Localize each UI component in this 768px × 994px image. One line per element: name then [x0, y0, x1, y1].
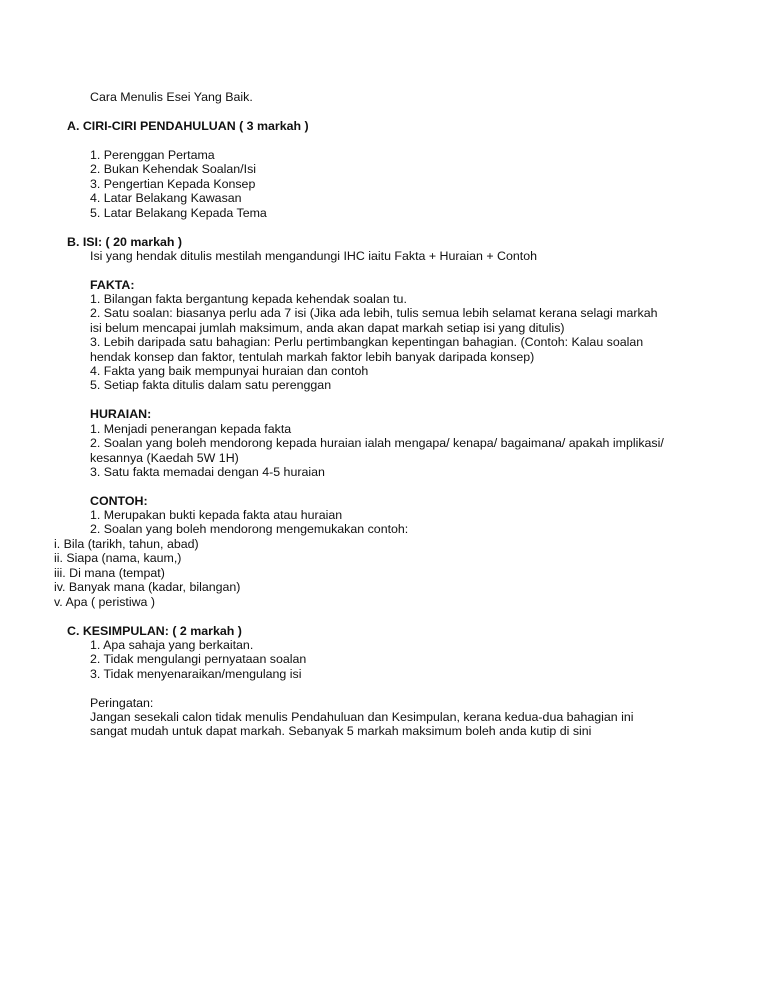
fakta-line: isi belum mencapai jumlah maksimum, anda akan dapat markah setiap isi yang ditulis) — [90, 320, 565, 335]
peringatan-heading — [90, 696, 153, 710]
list-item: 5. Latar Belakang Kepada Tema — [90, 205, 267, 220]
fakta-line: 2. Satu soalan: biasanya perlu ada 7 isi (Jika ada lebih, tulis semua lebih selamat kerana selagi markah — [90, 306, 658, 321]
fakta-heading-text: FAKTA: — [90, 278, 135, 292]
contoh-heading-text: CONTOH: — [90, 494, 148, 508]
peringatan-line: sangat mudah untuk dapat markah. Sebanyak 5 markah maksimum boleh anda kutip di sini — [90, 724, 592, 739]
contoh-line: 2. Soalan yang boleh mendorong mengemukakan contoh: — [90, 522, 409, 537]
list-item: i. Bila (tarikh, tahun, abad) — [54, 537, 199, 551]
fakta-line: 4. Fakta yang baik mempunyai huraian dan contoh — [90, 364, 369, 379]
list-item: ii. Siapa (nama, kaum,) — [54, 551, 182, 566]
list-item: iii. Di mana (tempat) — [54, 565, 165, 580]
section-b-heading-text: B. ISI: ( 20 markah ) — [67, 235, 182, 249]
fakta-line: 5. Setiap fakta ditulis dalam satu perenggan — [90, 378, 332, 393]
huraian-lines — [90, 422, 664, 480]
list-item: iv. Banyak mana (kadar, bilangan) — [54, 580, 241, 595]
list-item: 3. Tidak menyenaraikan/mengulang isi — [90, 666, 302, 681]
list-item: 1. Perenggan Pertama — [90, 148, 215, 162]
document-title-text: Cara Menulis Esei Yang Baik. — [90, 90, 253, 104]
fakta-line: 1. Bilangan fakta bergantung kepada kehendak soalan tu. — [90, 292, 407, 306]
section-c-list — [90, 638, 306, 681]
list-item: 2. Bukan Kehendak Soalan/Isi — [90, 162, 257, 177]
fakta-line: hendak konsep dan faktor, tentulah markah faktor lebih banyak daripada konsep) — [90, 349, 535, 364]
list-item: 3. Pengertian Kepada Konsep — [90, 176, 256, 191]
contoh-heading — [90, 494, 148, 508]
fakta-line: 3. Lebih daripada satu bahagian: Perlu pertimbangkan kepentingan bahagian. (Contoh: Kalau soalan — [90, 335, 644, 350]
section-a-list — [90, 148, 267, 220]
peringatan-lines — [90, 710, 634, 739]
contoh-lines — [90, 508, 408, 537]
section-a-heading — [67, 119, 309, 133]
section-b-intro-text: Isi yang hendak ditulis mestilah mengandungi IHC iaitu Fakta + Huraian + Contoh — [90, 249, 538, 263]
section-c-heading — [67, 624, 242, 638]
list-item: v. Apa ( peristiwa ) — [54, 594, 155, 609]
section-a-heading-text: A. CIRI-CIRI PENDAHULUAN ( 3 markah ) — [67, 119, 309, 133]
peringatan-heading-text: Peringatan: — [90, 696, 154, 710]
huraian-heading — [90, 407, 151, 421]
contoh-sub-list — [54, 537, 240, 609]
huraian-line: kesannya (Kaedah 5W 1H) — [90, 450, 239, 465]
huraian-heading-text: HURAIAN: — [90, 407, 152, 421]
section-b-intro — [90, 249, 537, 263]
fakta-lines — [90, 292, 658, 393]
section-b-heading — [67, 235, 182, 249]
list-item: 1. Apa sahaja yang berkaitan. — [90, 638, 254, 652]
contoh-line: 1. Merupakan bukti kepada fakta atau huraian — [90, 508, 343, 522]
huraian-line: 3. Satu fakta memadai dengan 4-5 huraian — [90, 465, 325, 480]
fakta-heading — [90, 278, 135, 292]
list-item: 2. Tidak mengulangi pernyataan soalan — [90, 652, 307, 667]
list-item: 4. Latar Belakang Kawasan — [90, 191, 242, 206]
huraian-line: 1. Menjadi penerangan kepada fakta — [90, 422, 292, 436]
section-c-heading-text: C. KESIMPULAN: ( 2 markah ) — [67, 624, 242, 638]
huraian-line: 2. Soalan yang boleh mendorong kepada huraian ialah mengapa/ kenapa/ bagaimana/ apakah implikasi/ — [90, 436, 664, 451]
peringatan-line: Jangan sesekali calon tidak menulis Pendahuluan dan Kesimpulan, kerana kedua-dua bahagian ini — [90, 710, 634, 724]
document-title — [90, 90, 253, 104]
